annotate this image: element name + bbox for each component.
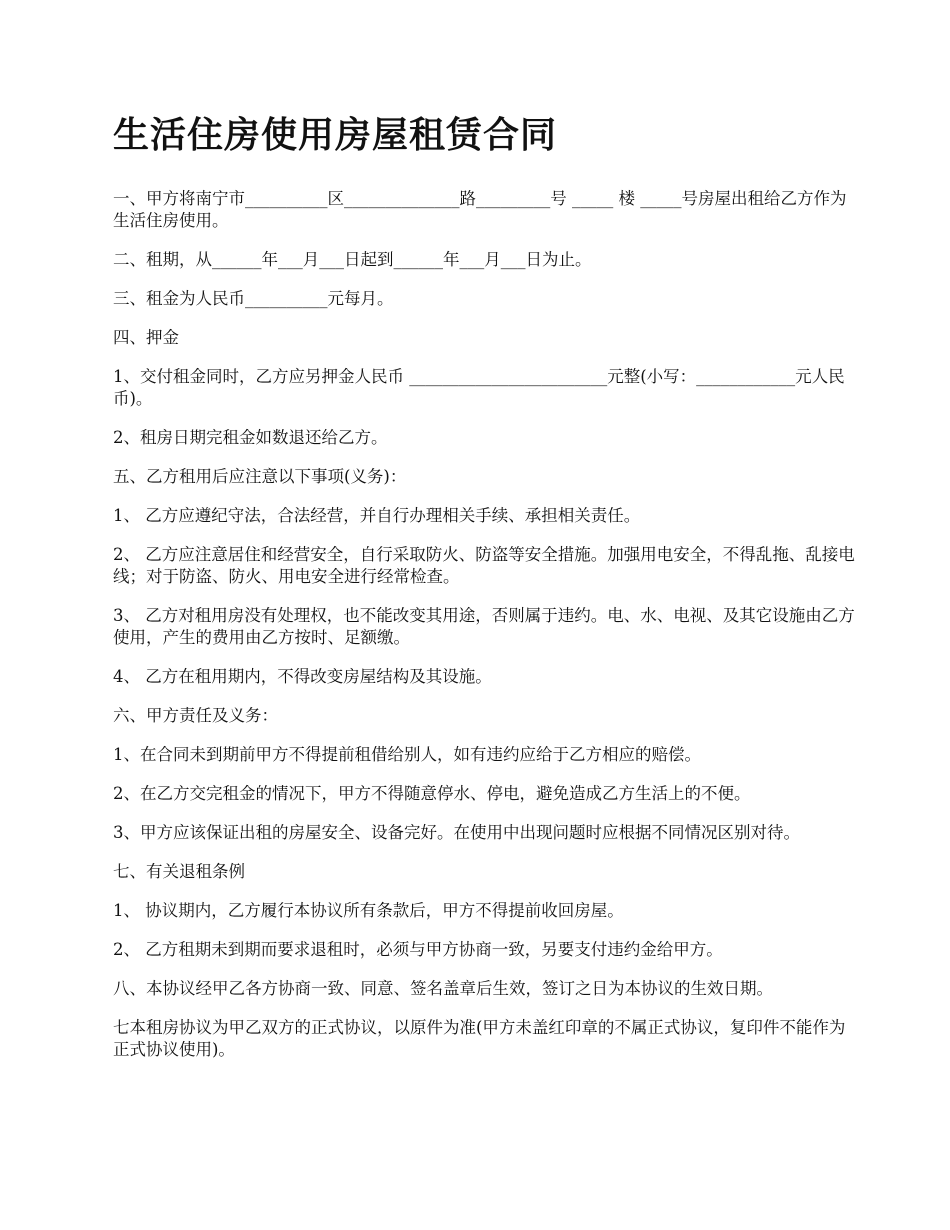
clause-6-item-3: 3、甲方应该保证出租的房屋安全、设备完好。在使用中出现问题时应根据不同情况区别对待。 (113, 823, 800, 842)
clause-3-rent: 三、租金为人民币__________元每月。 (113, 289, 394, 308)
clause-4-deposit-heading: 四、押金 (113, 328, 179, 347)
clause-6-item-1: 1、在合同未到期前甲方不得提前租借给别人，如有违约应给于乙方相应的赔偿。 (113, 745, 701, 764)
closing-note: 七本租房协议为甲乙双方的正式协议，以原件为准(甲方未盖红印章的不属正式协议，复印件不能作为正式协议使用)。 (113, 1018, 846, 1059)
clause-5-heading: 五、乙方租用后应注意以下事项(义务)： (113, 467, 407, 486)
clause-5-item-2: 2、 乙方应注意居住和经营安全，自行采取防火、防盗等安全措施。加强用电安全，不得乱拖、乱接电线；对于防盗、防火、用电安全进行经常检查。 (113, 545, 855, 586)
clause-8-effective: 八、本协议经甲乙各方协商一致、同意、签名盖章后生效，签订之日为本协议的生效日期。 (113, 979, 773, 998)
clause-6-heading: 六、甲方责任及义务： (113, 706, 278, 725)
clause-4-item-2: 2、租房日期完租金如数退还给乙方。 (113, 428, 388, 447)
clause-5-item-1: 1、 乙方应遵纪守法，合法经营，并自行办理相关手续、承担相关责任。 (113, 506, 641, 525)
clause-7-item-1: 1、 协议期内，乙方履行本协议所有条款后，甲方不得提前收回房屋。 (113, 901, 624, 920)
clause-5-item-4: 4、 乙方在租用期内，不得改变房屋结构及其设施。 (113, 667, 492, 686)
clause-5-item-3: 3、 乙方对租用房没有处理权，也不能改变其用途，否则属于违约。电、水、电视、及其它设施由乙方使用，产生的费用由乙方按时、足额缴。 (113, 606, 855, 647)
clause-1-premises: 一、甲方将南宁市__________区______________路_________号 _____ 楼 _____号房屋出租给乙方作为生活住房使用。 (113, 189, 847, 230)
document-page (113, 110, 858, 1078)
clause-4-item-1: 1、交付租金同时，乙方应另押金人民币 ________________________元整(小写：____________元人民币)。 (113, 367, 845, 408)
clause-7-heading: 七、有关退租条例 (113, 862, 245, 881)
clause-6-item-2: 2、在乙方交完租金的情况下，甲方不得随意停水、停电，避免造成乙方生活上的不便。 (113, 784, 751, 803)
document-title: 生活住房使用房屋租赁合同 (113, 115, 558, 156)
clause-2-term: 二、租期，从______年___月___日起到______年___月___日为止。 (113, 250, 592, 269)
clause-7-item-2: 2、 乙方租期未到期而要求退租时，必须与甲方协商一致，另要支付违约金给甲方。 (113, 940, 723, 959)
